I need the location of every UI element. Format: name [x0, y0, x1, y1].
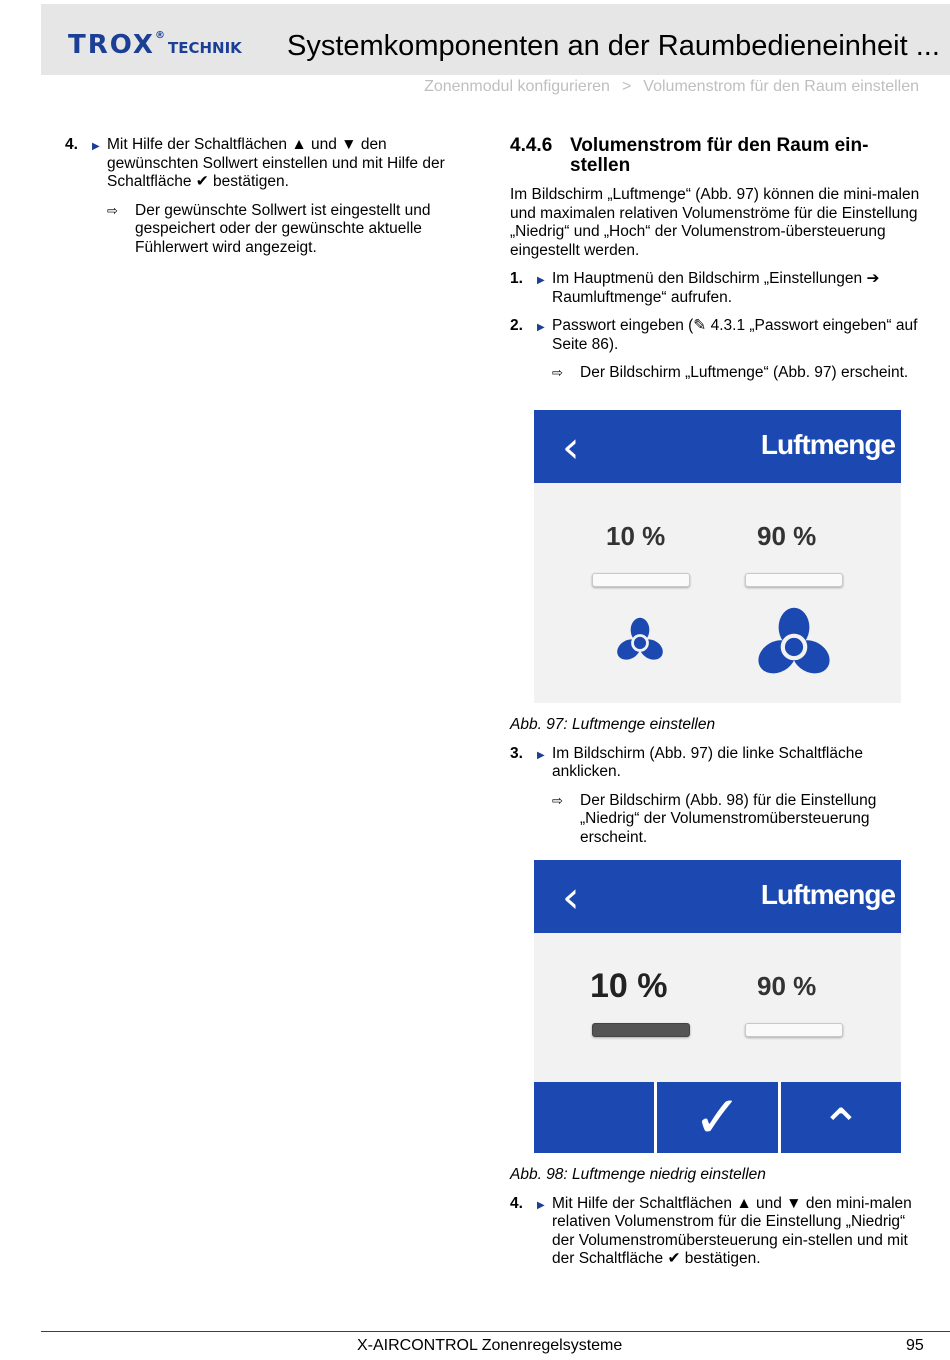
left-column	[65, 136, 480, 267]
step-1: 1. ▶ Im Hauptmenü den Bildschirm „Einstellungen ➔ Raumluftmenge“ aufrufen.	[510, 270, 880, 306]
screen-topbar	[534, 410, 901, 483]
footer-divider	[41, 1331, 950, 1332]
bullet-triangle-icon: ▶	[537, 1199, 545, 1211]
result-arrow-icon: ⇨	[552, 792, 563, 808]
screen-topbar	[534, 860, 901, 933]
trox-logo: TROX®TECHNIK	[68, 30, 242, 60]
page-number: 95	[906, 1337, 924, 1354]
max-value: 90 %	[757, 971, 817, 1001]
step-2-result: ⇨ Der Bildschirm „Luftmenge“ (Abb. 97) erscheint.	[552, 364, 909, 381]
result-arrow-icon: ⇨	[552, 365, 563, 380]
bullet-triangle-icon: ▶	[537, 322, 545, 333]
step-4: 4. ▶ Mit Hilfe der Schaltflächen ▲ und ▼ den mini-malen relativen Volumenstrom für die Einstellung „Niedrig“ der Volumenstromübersteuerung ein-stellen und mit der Schaltfläche ✔ bestätigen.	[510, 1194, 912, 1267]
step-4-result: ⇨ Der gewünschte Sollwert ist eingestellt und gespeichert oder der gewünschte aktuelle Fühlerwert wird angezeigt.	[107, 201, 431, 256]
fan-high-icon[interactable]	[752, 605, 836, 689]
password-link[interactable]: Passwort eingeben (✎ 4.3.1 „Passwort eingeben“ auf Seite 86).	[552, 317, 918, 353]
breadcrumb-item[interactable]: Zonenmodul konfigurieren	[424, 78, 610, 95]
step-3: 3. ▶ Im Bildschirm (Abb. 97) die linke Schaltfläche anklicken.	[510, 744, 863, 780]
min-value: 10 %	[606, 521, 666, 551]
section-heading: 4.4.6 Volumenstrom für den Raum ein-stellen	[510, 135, 869, 176]
screen-luftmenge	[534, 410, 901, 703]
result-arrow-icon: ⇨	[107, 202, 118, 218]
screen-body	[534, 483, 901, 703]
step-2: 2. ▶ Passwort eingeben (✎ 4.3.1 „Passwort eingeben“ auf Seite 86).	[510, 317, 918, 353]
page-title: Systemkomponenten an der Raumbedieneinheit ...	[287, 30, 940, 62]
min-slider-selected[interactable]	[592, 1023, 690, 1037]
fan-low-icon[interactable]	[612, 615, 668, 671]
confirm-button[interactable]: ✓	[693, 1083, 742, 1151]
bullet-triangle-icon: ▶	[537, 275, 545, 286]
breadcrumb-item[interactable]: Volumenstrom für den Raum einstellen	[643, 78, 919, 95]
max-slider[interactable]	[745, 1023, 843, 1037]
figure-caption: Abb. 97: Luftmenge einstellen	[510, 716, 716, 733]
step-4: 4. ▶ Mit Hilfe der Schaltflächen ▲ und ▼ den gewünschten Sollwert einstellen und mit Hilfe der Schaltfläche ✔ bestätigen.	[65, 136, 445, 190]
section-intro: Im Bildschirm „Luftmenge“ (Abb. 97) können die mini-malen und maximalen relativen Volumenströme für die Einstellung „Niedrig“ und „Hoch“ der Volumenstrom-übersteuerung eingestellt werden.	[510, 186, 920, 259]
min-value-selected: 10 %	[590, 967, 668, 1005]
up-button[interactable]: ⌃	[820, 1098, 862, 1153]
back-icon[interactable]: ‹	[562, 872, 580, 923]
right-column-middle	[510, 716, 922, 857]
screen-luftmenge-niedrig	[534, 860, 901, 1153]
right-column	[510, 136, 922, 393]
right-column-bottom	[510, 1166, 922, 1279]
screen-body	[534, 933, 901, 1082]
min-slider[interactable]	[592, 573, 690, 587]
screen-title: Luftmenge	[760, 879, 895, 910]
footer-title: X-AIRCONTROL Zonenregelsysteme	[357, 1337, 623, 1354]
max-value: 90 %	[757, 521, 817, 551]
breadcrumb-separator: >	[621, 78, 632, 95]
back-icon[interactable]: ‹	[562, 422, 580, 473]
screen-title: Luftmenge	[760, 429, 895, 460]
max-slider[interactable]	[745, 573, 843, 587]
screen-button-bar	[534, 1082, 901, 1153]
breadcrumb	[418, 78, 925, 96]
down-button[interactable]	[534, 1082, 654, 1153]
figure-caption: Abb. 98: Luftmenge niedrig einstellen	[510, 1166, 766, 1183]
step-3-result: ⇨ Der Bildschirm (Abb. 98) für die Einstellung „Niedrig“ der Volumenstromübersteuerung erscheint.	[552, 791, 877, 846]
bullet-triangle-icon: ▶	[537, 749, 545, 761]
bullet-triangle-icon: ▶	[92, 141, 100, 152]
